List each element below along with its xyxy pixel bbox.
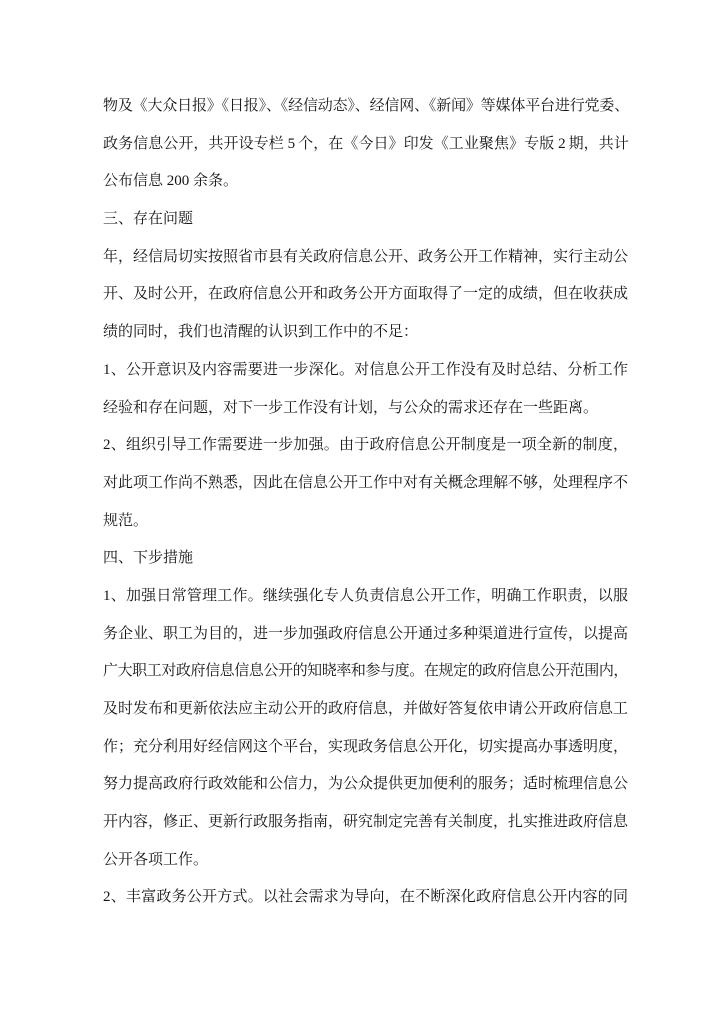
text-line: 努力提高政府行政效能和公信力，为公众提供更加便利的服务；适时梳理信息公: [103, 776, 629, 793]
text-line: 年，经信局切实按照省市县有关政府信息公开、政务公开工作精神，实行主动公: [103, 248, 629, 265]
text-line: 绩的同时，我们也清醒的认识到工作中的不足：: [103, 324, 419, 341]
document-body: [103, 88, 628, 917]
text-line: 作；充分利用好经信网这个平台，实现政务信息公开化，切实提高办事透明度，: [103, 738, 629, 755]
text-line: 1、公开意识及内容需要进一步深化。对信息公开工作没有及时总结、分析工作: [103, 361, 628, 378]
text-line: 务企业、职工为目的，进一步加强政府信息公开通过多种渠道进行宣传，以提高: [103, 625, 629, 642]
text-line: 政务信息公开，共开设专栏 5 个，在《今日》印发《工业聚焦》专版 2 期，共计: [103, 135, 628, 152]
text-line: 公开各项工作。: [103, 851, 209, 868]
text-line: 对此项工作尚不熟悉，因此在信息公开工作中对有关概念理解不够，处理程序不: [103, 474, 629, 491]
text-line: 2、组织引导工作需要进一步加强。由于政府信息公开制度是一项全新的制度，: [103, 437, 628, 454]
text-line: 广大职工对政府信息信息公开的知晓率和参与度。在规定的政府信息公开范围内，: [103, 663, 628, 680]
text-line: 物及《大众日报》《日报》、《经信动态》、经信网、《新闻》等媒体平台进行党委、: [103, 98, 628, 114]
text-line: 开内容，修正、更新行政服务指南，研究制定完善有关制度，扎实推进政府信息: [103, 814, 629, 831]
text-line: 1、加强日常管理工作。继续强化专人负责信息公开工作，明确工作职责，以服: [103, 587, 628, 604]
text-line: 公布信息 200 余条。: [103, 173, 239, 190]
text-line: 规范。: [103, 512, 149, 529]
text-line: 2、丰富政务公开方式。以社会需求为导向，在不断深化政府信息公开内容的同: [103, 889, 628, 906]
text-line: 经验和存在问题，对下一步工作没有计划，与公众的需求还存在一些距离。: [103, 399, 599, 416]
text-line: 开、及时公开，在政府信息公开和政务公开方面取得了一定的成绩，但在收获成: [103, 286, 629, 303]
text-line: 及时发布和更新依法应主动公开的政府信息，并做好答复依申请公开政府信息工: [103, 701, 629, 717]
section-heading: 三、存在问题: [103, 211, 194, 228]
section-heading: 四、下步措施: [103, 550, 194, 567]
